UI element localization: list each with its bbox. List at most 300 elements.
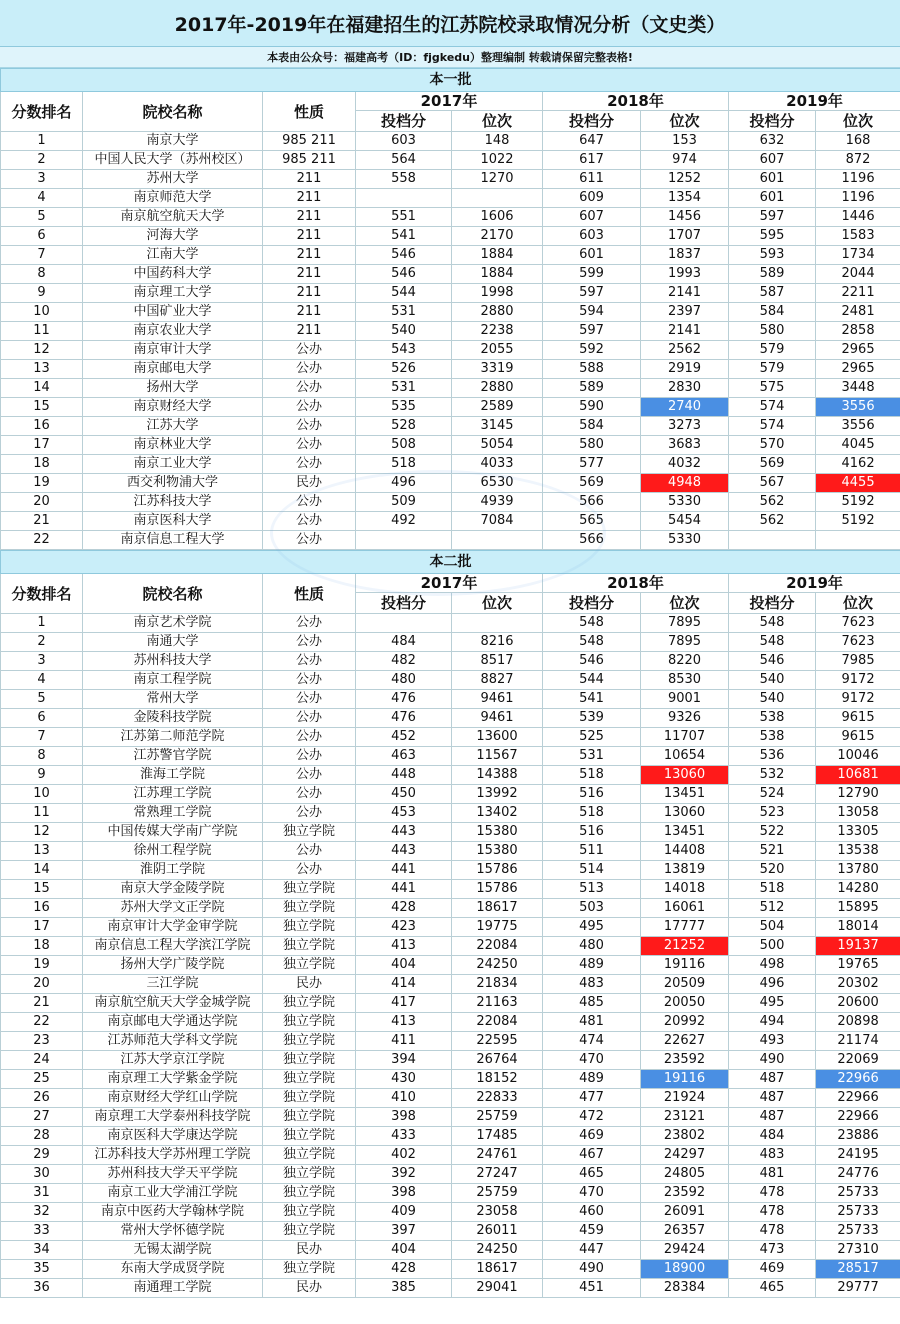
nature-cell: 公办	[263, 766, 356, 785]
position-2018-cell: 2397	[641, 303, 729, 322]
position-2017-cell: 21834	[452, 975, 543, 994]
rank-cell: 18	[1, 455, 83, 474]
nature-cell: 公办	[263, 379, 356, 398]
school-name-cell: 南通大学	[83, 633, 263, 652]
score-2017-cell: 443	[356, 823, 452, 842]
position-2018-cell: 7895	[641, 614, 729, 633]
position-2017-cell: 1884	[452, 265, 543, 284]
score-2019-cell: 478	[729, 1222, 816, 1241]
column-header-row	[1, 92, 900, 111]
nature-cell: 独立学院	[263, 823, 356, 842]
score-2018-cell: 607	[543, 208, 641, 227]
position-2019-cell: 2481	[816, 303, 900, 322]
nature-cell: 独立学院	[263, 994, 356, 1013]
rank-cell: 4	[1, 671, 83, 690]
table-row	[1, 227, 900, 246]
table-row	[1, 531, 900, 550]
score-2019-cell: 523	[729, 804, 816, 823]
score-2019-cell: 500	[729, 937, 816, 956]
score-2018-cell: 459	[543, 1222, 641, 1241]
rank-cell: 27	[1, 1108, 83, 1127]
score-2017-cell: 484	[356, 633, 452, 652]
nature-header: 性质	[263, 574, 356, 614]
position-2019-cell: 13538	[816, 842, 900, 861]
rank-cell: 12	[1, 823, 83, 842]
score-2019-cell: 498	[729, 956, 816, 975]
school-name-cell: 南京航空航天大学	[83, 208, 263, 227]
position-2017-cell: 18152	[452, 1070, 543, 1089]
score-2019-cell: 538	[729, 728, 816, 747]
school-name-cell: 西交利物浦大学	[83, 474, 263, 493]
score-2019-cell: 584	[729, 303, 816, 322]
nature-cell: 独立学院	[263, 1146, 356, 1165]
table-row	[1, 690, 900, 709]
nature-cell: 公办	[263, 417, 356, 436]
score-2017-cell: 453	[356, 804, 452, 823]
position-2017-cell: 9461	[452, 709, 543, 728]
score-2017-cell: 397	[356, 1222, 452, 1241]
score-2017-cell: 508	[356, 436, 452, 455]
year-2019-header: 2019年	[729, 574, 900, 593]
section-header-row	[1, 69, 900, 92]
score-2017-cell: 402	[356, 1146, 452, 1165]
position-2018-cell: 2830	[641, 379, 729, 398]
nature-cell: 独立学院	[263, 1222, 356, 1241]
position-2018-cell: 1837	[641, 246, 729, 265]
score-2017-cell: 480	[356, 671, 452, 690]
rank-cell: 2	[1, 633, 83, 652]
position-2017-cell: 1998	[452, 284, 543, 303]
position-2019-cell: 10681	[816, 766, 900, 785]
position-2018-cell: 3273	[641, 417, 729, 436]
position-2019-cell: 168	[816, 132, 900, 151]
nature-cell: 公办	[263, 633, 356, 652]
nature-cell: 公办	[263, 861, 356, 880]
nature-cell: 民办	[263, 1241, 356, 1260]
score-2018-cell: 516	[543, 823, 641, 842]
school-name-cell: 淮阴工学院	[83, 861, 263, 880]
nature-cell: 民办	[263, 975, 356, 994]
nature-cell: 独立学院	[263, 1089, 356, 1108]
position-2018-cell: 20050	[641, 994, 729, 1013]
table-row	[1, 170, 900, 189]
position-2018-cell: 20992	[641, 1013, 729, 1032]
position-2019-cell: 28517	[816, 1260, 900, 1279]
position-2019-cell: 29777	[816, 1279, 900, 1298]
position-2018-cell: 19116	[641, 956, 729, 975]
table-row	[1, 1279, 900, 1298]
score-2018-cell: 465	[543, 1165, 641, 1184]
score-2018-cell: 518	[543, 766, 641, 785]
position-2019-cell: 25733	[816, 1184, 900, 1203]
position-2017-cell: 15380	[452, 823, 543, 842]
score-2019-cell: 593	[729, 246, 816, 265]
position-2019-cell: 3448	[816, 379, 900, 398]
position-2017-cell: 15786	[452, 861, 543, 880]
table-row	[1, 151, 900, 170]
position-2018-cell: 24297	[641, 1146, 729, 1165]
nature-cell: 独立学院	[263, 1108, 356, 1127]
position-2017-cell: 8827	[452, 671, 543, 690]
school-name-cell: 常熟理工学院	[83, 804, 263, 823]
score-2019-cell: 493	[729, 1032, 816, 1051]
table-row	[1, 303, 900, 322]
score-2018-cell: 490	[543, 1260, 641, 1279]
position-2018-cell: 22627	[641, 1032, 729, 1051]
score-2018-cell: 480	[543, 937, 641, 956]
position-2018-cell: 2562	[641, 341, 729, 360]
score-2018-cell: 511	[543, 842, 641, 861]
school-name-cell: 常州大学怀德学院	[83, 1222, 263, 1241]
position-2018-cell: 13451	[641, 823, 729, 842]
position-2018-cell: 974	[641, 151, 729, 170]
table-row	[1, 614, 900, 633]
position-2019-cell: 872	[816, 151, 900, 170]
rank-cell: 20	[1, 975, 83, 994]
school-name-cell: 南京邮电大学	[83, 360, 263, 379]
school-name-cell: 南京艺术学院	[83, 614, 263, 633]
score-2019-cell: 473	[729, 1241, 816, 1260]
school-name-cell: 中国人民大学（苏州校区）	[83, 151, 263, 170]
position-2017-cell: 26764	[452, 1051, 543, 1070]
score-2019-cell: 567	[729, 474, 816, 493]
rank-cell: 30	[1, 1165, 83, 1184]
position-2018-cell: 1252	[641, 170, 729, 189]
score-2018-cell: 580	[543, 436, 641, 455]
school-name-cell: 南京信息工程大学滨江学院	[83, 937, 263, 956]
score-2019-cell: 580	[729, 322, 816, 341]
nature-cell: 民办	[263, 1279, 356, 1298]
position-2019-cell: 12790	[816, 785, 900, 804]
position-2018-cell: 17777	[641, 918, 729, 937]
school-name-cell: 江苏警官学院	[83, 747, 263, 766]
nature-cell: 公办	[263, 690, 356, 709]
score-2018-cell: 518	[543, 804, 641, 823]
score-header: 投档分	[543, 111, 641, 132]
score-2019-cell: 512	[729, 899, 816, 918]
score-2019-cell: 538	[729, 709, 816, 728]
position-2017-cell: 9461	[452, 690, 543, 709]
table-row	[1, 1127, 900, 1146]
score-2017-cell: 398	[356, 1108, 452, 1127]
position-2017-cell: 5054	[452, 436, 543, 455]
school-name-cell: 东南大学成贤学院	[83, 1260, 263, 1279]
school-name-cell: 南京大学金陵学院	[83, 880, 263, 899]
score-2019-cell: 589	[729, 265, 816, 284]
score-2019-cell: 532	[729, 766, 816, 785]
score-2018-cell: 589	[543, 379, 641, 398]
nature-cell: 独立学院	[263, 1127, 356, 1146]
position-2019-cell: 9172	[816, 690, 900, 709]
position-2017-cell: 1022	[452, 151, 543, 170]
table-row	[1, 1165, 900, 1184]
score-2018-cell: 539	[543, 709, 641, 728]
position-2017-cell: 8517	[452, 652, 543, 671]
position-2017-cell: 1606	[452, 208, 543, 227]
score-2018-cell: 597	[543, 284, 641, 303]
position-2019-cell: 22069	[816, 1051, 900, 1070]
position-2018-cell: 8530	[641, 671, 729, 690]
score-2018-cell: 544	[543, 671, 641, 690]
position-2017-cell: 29041	[452, 1279, 543, 1298]
position-2018-cell: 5330	[641, 493, 729, 512]
score-2018-cell: 569	[543, 474, 641, 493]
rank-cell: 8	[1, 747, 83, 766]
score-2019-cell: 574	[729, 417, 816, 436]
score-2017-cell: 441	[356, 880, 452, 899]
score-2017-cell: 409	[356, 1203, 452, 1222]
score-2018-cell: 565	[543, 512, 641, 531]
score-2017-cell: 392	[356, 1165, 452, 1184]
score-2017-cell: 535	[356, 398, 452, 417]
position-2017-cell: 1884	[452, 246, 543, 265]
rank-cell: 6	[1, 709, 83, 728]
position-2017-cell: 17485	[452, 1127, 543, 1146]
position-2018-cell: 1456	[641, 208, 729, 227]
score-2018-cell: 513	[543, 880, 641, 899]
school-name-cell: 江苏第二师范学院	[83, 728, 263, 747]
position-2018-cell: 8220	[641, 652, 729, 671]
rank-cell: 6	[1, 227, 83, 246]
score-2019-cell: 548	[729, 633, 816, 652]
nature-cell: 211	[263, 322, 356, 341]
position-2017-cell: 21163	[452, 994, 543, 1013]
score-2018-cell: 483	[543, 975, 641, 994]
table-row	[1, 975, 900, 994]
score-2017-cell: 443	[356, 842, 452, 861]
score-2018-cell: 647	[543, 132, 641, 151]
school-name-cell: 江苏大学京江学院	[83, 1051, 263, 1070]
position-2019-cell: 2965	[816, 360, 900, 379]
score-2019-cell: 518	[729, 880, 816, 899]
rank-cell: 36	[1, 1279, 83, 1298]
rank-cell: 25	[1, 1070, 83, 1089]
position-2017-cell: 22084	[452, 1013, 543, 1032]
position-2018-cell: 29424	[641, 1241, 729, 1260]
position-2017-cell: 2238	[452, 322, 543, 341]
position-2019-cell: 2965	[816, 341, 900, 360]
rank-cell: 31	[1, 1184, 83, 1203]
table-row	[1, 1241, 900, 1260]
score-2018-cell: 590	[543, 398, 641, 417]
school-name-cell: 江苏大学	[83, 417, 263, 436]
score-2019-cell: 522	[729, 823, 816, 842]
position-2019-cell: 1583	[816, 227, 900, 246]
score-2018-cell: 531	[543, 747, 641, 766]
score-2017-cell: 404	[356, 1241, 452, 1260]
table-row	[1, 994, 900, 1013]
score-2017-cell: 543	[356, 341, 452, 360]
school-name-cell: 江苏理工学院	[83, 785, 263, 804]
position-2019-cell: 25733	[816, 1203, 900, 1222]
table-row	[1, 379, 900, 398]
score-2017-cell: 544	[356, 284, 452, 303]
rank-cell: 34	[1, 1241, 83, 1260]
table-row	[1, 132, 900, 151]
score-2018-cell: 599	[543, 265, 641, 284]
score-2017-cell: 531	[356, 379, 452, 398]
school-name-cell: 中国药科大学	[83, 265, 263, 284]
rank-cell: 1	[1, 132, 83, 151]
table-row	[1, 1051, 900, 1070]
position-2017-cell: 18617	[452, 899, 543, 918]
school-name-cell: 南京师范大学	[83, 189, 263, 208]
position-header: 位次	[641, 111, 729, 132]
score-2019-cell: 483	[729, 1146, 816, 1165]
score-2018-cell: 477	[543, 1089, 641, 1108]
position-2019-cell: 5192	[816, 493, 900, 512]
score-2017-cell: 414	[356, 975, 452, 994]
score-2017-cell: 413	[356, 937, 452, 956]
table-row	[1, 937, 900, 956]
position-2019-cell: 21174	[816, 1032, 900, 1051]
score-2019-cell: 469	[729, 1260, 816, 1279]
score-2017-cell: 496	[356, 474, 452, 493]
score-2019-cell: 536	[729, 747, 816, 766]
score-2018-cell: 489	[543, 956, 641, 975]
nature-cell: 公办	[263, 842, 356, 861]
position-2017-cell: 13600	[452, 728, 543, 747]
table-row	[1, 956, 900, 975]
table-row	[1, 1222, 900, 1241]
position-2017-cell: 22833	[452, 1089, 543, 1108]
score-2019-cell: 579	[729, 360, 816, 379]
score-2018-cell: 603	[543, 227, 641, 246]
section-header-row	[1, 551, 900, 574]
position-2018-cell: 2740	[641, 398, 729, 417]
table-row	[1, 785, 900, 804]
position-2017-cell: 19775	[452, 918, 543, 937]
nature-cell: 独立学院	[263, 956, 356, 975]
score-2017-cell: 546	[356, 265, 452, 284]
position-2017-cell: 8216	[452, 633, 543, 652]
school-name-cell: 江苏科技大学苏州理工学院	[83, 1146, 263, 1165]
nature-cell: 公办	[263, 614, 356, 633]
position-2018-cell: 153	[641, 132, 729, 151]
nature-cell: 公办	[263, 531, 356, 550]
score-2018-cell: 548	[543, 614, 641, 633]
nature-cell: 独立学院	[263, 899, 356, 918]
table-row	[1, 861, 900, 880]
position-2019-cell: 1196	[816, 189, 900, 208]
score-header: 投档分	[543, 593, 641, 614]
nature-cell: 独立学院	[263, 1032, 356, 1051]
rank-cell: 26	[1, 1089, 83, 1108]
table-row	[1, 1108, 900, 1127]
score-2019-cell: 607	[729, 151, 816, 170]
year-2019-header: 2019年	[729, 92, 900, 111]
nature-cell: 211	[263, 284, 356, 303]
position-2018-cell: 1354	[641, 189, 729, 208]
school-name-cell: 扬州大学	[83, 379, 263, 398]
score-2019-cell: 520	[729, 861, 816, 880]
position-2017-cell: 13992	[452, 785, 543, 804]
score-2017-cell	[356, 614, 452, 633]
rank-cell: 17	[1, 436, 83, 455]
rank-cell: 15	[1, 398, 83, 417]
column-header-row	[1, 574, 900, 593]
school-name-cell: 江苏科技大学	[83, 493, 263, 512]
rank-cell: 10	[1, 785, 83, 804]
score-2019-cell: 601	[729, 170, 816, 189]
position-2018-cell: 21924	[641, 1089, 729, 1108]
position-2017-cell: 15380	[452, 842, 543, 861]
position-2018-cell: 24805	[641, 1165, 729, 1184]
position-2018-cell: 23592	[641, 1051, 729, 1070]
school-name-cell: 无锡太湖学院	[83, 1241, 263, 1260]
school-name-cell: 南京工程学院	[83, 671, 263, 690]
rank-cell: 17	[1, 918, 83, 937]
table-row	[1, 633, 900, 652]
table-row	[1, 417, 900, 436]
score-2018-cell: 588	[543, 360, 641, 379]
position-2017-cell: 13402	[452, 804, 543, 823]
position-2019-cell: 19137	[816, 937, 900, 956]
position-2019-cell: 1446	[816, 208, 900, 227]
score-2018-cell: 474	[543, 1032, 641, 1051]
position-2018-cell: 14018	[641, 880, 729, 899]
position-2019-cell: 7623	[816, 633, 900, 652]
rank-cell: 28	[1, 1127, 83, 1146]
position-header: 位次	[816, 593, 900, 614]
score-2017-cell: 441	[356, 861, 452, 880]
score-2019-cell: 540	[729, 671, 816, 690]
position-2018-cell: 9001	[641, 690, 729, 709]
score-2018-cell: 548	[543, 633, 641, 652]
table-row	[1, 512, 900, 531]
position-2017-cell: 2589	[452, 398, 543, 417]
position-2017-cell: 24250	[452, 1241, 543, 1260]
nature-cell: 独立学院	[263, 1013, 356, 1032]
score-2017-cell: 482	[356, 652, 452, 671]
school-name-cell: 淮海工学院	[83, 766, 263, 785]
score-2017-cell: 385	[356, 1279, 452, 1298]
score-2017-cell: 433	[356, 1127, 452, 1146]
position-2017-cell: 11567	[452, 747, 543, 766]
score-2018-cell: 460	[543, 1203, 641, 1222]
score-2019-cell: 478	[729, 1203, 816, 1222]
nature-cell: 公办	[263, 785, 356, 804]
position-2019-cell: 20302	[816, 975, 900, 994]
score-2017-cell: 558	[356, 170, 452, 189]
nature-cell: 985 211	[263, 132, 356, 151]
year-2017-header: 2017年	[356, 574, 543, 593]
position-2019-cell: 22966	[816, 1108, 900, 1127]
nature-cell: 211	[263, 208, 356, 227]
score-2018-cell: 601	[543, 246, 641, 265]
position-2018-cell: 23592	[641, 1184, 729, 1203]
table-row	[1, 189, 900, 208]
rank-cell: 2	[1, 151, 83, 170]
table-row	[1, 398, 900, 417]
rank-cell: 10	[1, 303, 83, 322]
position-2019-cell: 22966	[816, 1070, 900, 1089]
score-2017-cell: 428	[356, 899, 452, 918]
score-2018-cell: 470	[543, 1051, 641, 1070]
table-row	[1, 1203, 900, 1222]
school-name-cell: 南京工业大学浦江学院	[83, 1184, 263, 1203]
rank-cell: 24	[1, 1051, 83, 1070]
school-name-cell: 南京中医药大学翰林学院	[83, 1203, 263, 1222]
score-2018-cell: 597	[543, 322, 641, 341]
nature-header: 性质	[263, 92, 356, 132]
position-2018-cell: 16061	[641, 899, 729, 918]
score-2019-cell: 597	[729, 208, 816, 227]
position-2019-cell: 13780	[816, 861, 900, 880]
score-2019-cell: 521	[729, 842, 816, 861]
position-2019-cell: 7623	[816, 614, 900, 633]
rank-cell: 22	[1, 531, 83, 550]
